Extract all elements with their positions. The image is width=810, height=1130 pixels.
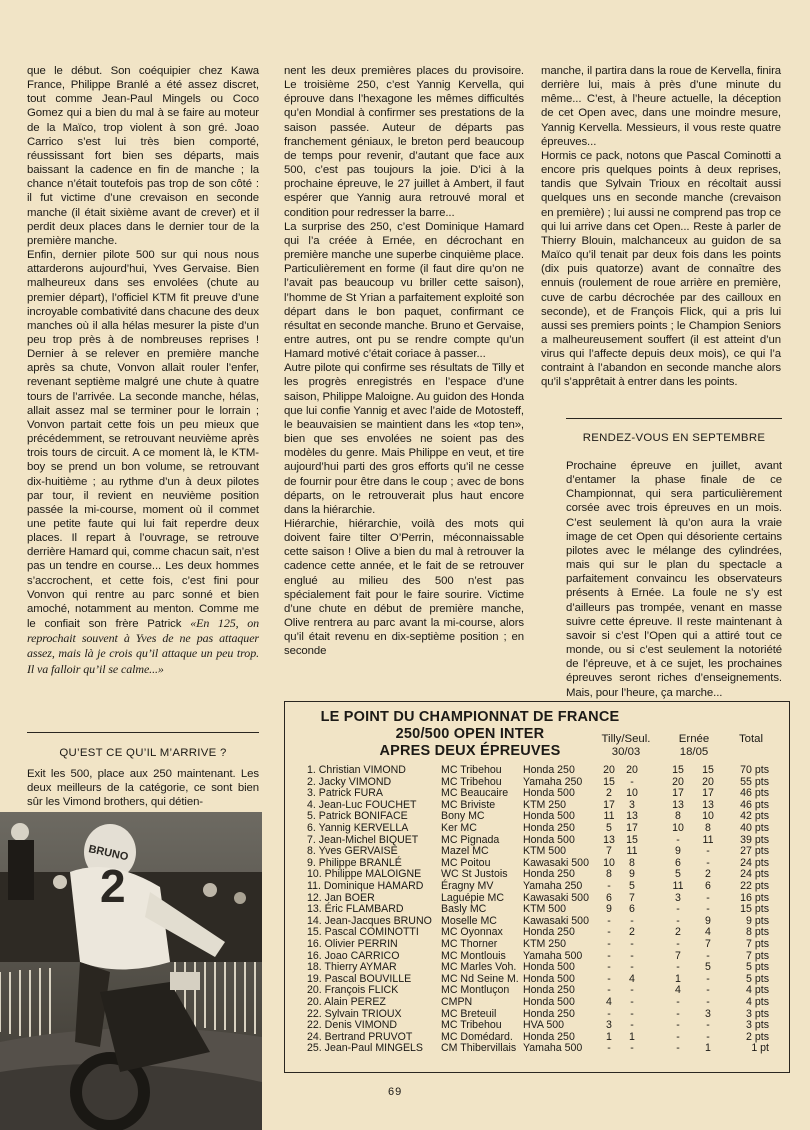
total-points: 42 pts — [740, 810, 769, 823]
club-name: MC Montluçon — [441, 984, 510, 997]
bike-model: Honda 250 — [523, 984, 575, 997]
club-name: MC Domédard. — [441, 1030, 513, 1043]
tilly-race2: - — [630, 996, 634, 1008]
bike-model: Honda 250 — [523, 764, 575, 776]
ernee-race2: - — [706, 949, 710, 962]
rider-name: 7. Jean-Michel BIQUET — [307, 833, 419, 846]
rider-number: 2 — [100, 860, 126, 912]
column-header-ernee-date: 18/05 — [679, 746, 709, 758]
tilly-race1: - — [607, 926, 611, 939]
bike-model: Honda 250 — [523, 1007, 575, 1020]
tilly-race2: - — [630, 1007, 634, 1020]
bike-model: Honda 500 — [523, 787, 575, 800]
section-heading: QU’EST CE QU’IL M’ARRIVE ? — [27, 732, 259, 759]
tilly-race2: 15 — [626, 833, 638, 846]
article-column-2 — [284, 64, 524, 659]
table-row — [285, 997, 789, 1009]
ernee-race1: 5 — [675, 868, 681, 881]
rider-name: 11. Dominique HAMARD — [307, 880, 424, 892]
bike-model: Honda 500 — [523, 810, 575, 823]
ernee-race1: 17 — [672, 787, 684, 800]
club-name: MC Thorner — [441, 938, 498, 950]
ernee-race2: 20 — [702, 775, 714, 788]
rider-name: 20. Alain PEREZ — [307, 996, 386, 1008]
rider-name: 4. Jean-Luc FOUCHET — [307, 798, 417, 811]
rider-name: 6. Yannig KERVELLA — [307, 822, 409, 834]
ernee-race1: - — [676, 903, 680, 916]
table-row — [285, 765, 789, 777]
tilly-race2: 1 — [629, 1030, 635, 1043]
club-name: Moselle MC — [441, 914, 497, 927]
total-points: 46 pts — [740, 798, 769, 811]
tilly-race1: - — [607, 880, 611, 892]
tilly-race1: - — [607, 1042, 611, 1055]
tilly-race2: - — [630, 949, 634, 962]
rider-name: 16. Olivier PERRIN — [307, 938, 398, 950]
paragraph: Prochaine épreuve en juillet, avant d’entamer la phase finale de ce Championnat, qui sera particulièrement corsée avec trois épreuves en un mois. C’est seulement là qu’on aura la vraie image de cet Open qui désoriente certains pilotes avec le mélange des cylindrées, mais qui sur le plan du spectacle a parfaitement convaincu les observateurs présents à Ernée. La foule ne s’y est d’ailleurs pas trompée, venant en masse suivre cette épreuve. Il reste maintenant à savoir si c’est l’Open qui a attiré tout ce monde, ou si c’est seulement la notoriété de l’épreuve, et à ce sujet, les prochaines épreuves seront riches d’enseignements. Mais, pour l’heure, ça marche... — [566, 460, 782, 699]
total-points: 3 pts — [746, 1007, 769, 1020]
bike-model: KTM 250 — [523, 938, 566, 950]
paragraph: que le début. Son coéquipier chez Kawa France, Philippe Branlé a été assez discret, tout comme Jean-Paul Mingels ou Coco Gomez qui a bien du mal à se faire au moteur de la Maïco, trop violent à son gré. Joao Carrico s’est lui très bien comporté, réussissant fort bien ses départs, mais baissant la cadence en fin de manche ; la chance n’était toutefois pas trop de son côté : il fut victime d’une crevaison en seconde manche (il était sixième avant de crever) et il perdit deux places dans le dernier tour de la première manche. — [27, 65, 259, 247]
table-row — [285, 1043, 789, 1055]
total-points: 27 pts — [740, 845, 769, 858]
section-text — [27, 767, 259, 809]
total-points: 39 pts — [740, 833, 769, 846]
club-name: WC St Justois — [441, 868, 508, 881]
total-points: 70 pts — [740, 764, 769, 776]
tilly-race2: 9 — [629, 868, 635, 881]
club-name: MC Tribehou — [441, 1019, 502, 1032]
tilly-race1: 1 — [606, 1030, 612, 1043]
ernee-race1: 10 — [672, 822, 684, 834]
section-text — [566, 459, 782, 700]
club-name: MC Beaucaire — [441, 787, 509, 800]
paragraph — [27, 248, 259, 677]
tilly-race1: 20 — [603, 764, 615, 776]
total-points: 22 pts — [740, 880, 769, 892]
tilly-race1: 2 — [606, 787, 612, 800]
bike-model: Honda 250 — [523, 926, 575, 939]
rider-name: 22. Sylvain TRIOUX — [307, 1007, 402, 1020]
ernee-race2: 1 — [705, 1042, 711, 1055]
rider-name: 22. Denis VIMOND — [307, 1019, 398, 1032]
standings-subtitle: APRES DEUX ÉPREUVES — [379, 743, 561, 759]
tilly-race2: - — [630, 938, 634, 950]
tilly-race2: 13 — [626, 810, 638, 823]
ernee-race1: - — [676, 1019, 680, 1032]
ernee-race2: - — [706, 984, 710, 997]
tilly-race1: - — [607, 914, 611, 927]
ernee-race1: - — [676, 1007, 680, 1020]
table-row — [285, 823, 789, 835]
tilly-race1: 8 — [606, 868, 612, 881]
tilly-race2: 4 — [629, 972, 635, 985]
total-points: 1 pt — [751, 1042, 769, 1055]
ernee-race2: - — [706, 903, 710, 916]
club-name: MC Poitou — [441, 856, 491, 869]
tilly-race2: 17 — [626, 822, 638, 834]
tilly-race2: 5 — [629, 880, 635, 892]
tilly-race1: 10 — [603, 856, 615, 869]
bike-model: Honda 500 — [523, 972, 575, 985]
tilly-race2: 8 — [629, 856, 635, 869]
paragraph: manche, il partira dans la roue de Kervella, finira derrière lui, mais à près d’une minute du même... C’est, à l’heure actuelle, la déception de cet Open avec, dans une moindre mesure, Yannig Kervella. Messieurs, il vous reste quatre épreuves... — [541, 65, 781, 148]
table-row — [285, 881, 789, 893]
club-name: MC Tribehou — [441, 775, 502, 788]
rider-name: 25. Jean-Paul MINGELS — [307, 1042, 423, 1055]
bike-model: KTM 500 — [523, 903, 566, 916]
tilly-race2: - — [630, 914, 634, 927]
rider-name: BRUNO — [87, 843, 130, 864]
bike-model: Kawasaki 500 — [523, 891, 589, 904]
bike-model: Honda 250 — [523, 868, 575, 881]
total-points: 8 pts — [746, 926, 769, 939]
bike-model: HVA 500 — [523, 1019, 565, 1032]
club-name: MC Montlouis — [441, 949, 506, 962]
total-points: 24 pts — [740, 868, 769, 881]
total-points: 5 pts — [746, 972, 769, 985]
club-name: MC Nd Seine M. — [441, 972, 519, 985]
paragraph: Hiérarchie, hiérarchie, voilà des mots qui doivent faire tilter O’Perrin, méconnaissable cette saison ! Olive a bien du mal à retrouver la cadence cette année, et le fait de se retrouver englué au milieu des 500 n’est pas spécialement fait pour le faire sourire. Victime d’une chute en début de première manche, Olive rentrera au parc avant la mi-course, alors qu’il était revenu en dix-septième position ; en seconde — [284, 518, 524, 658]
bike-model: KTM 500 — [523, 845, 566, 858]
ernee-race1: 15 — [672, 764, 684, 776]
ernee-race1: 8 — [675, 810, 681, 823]
ernee-race1: 1 — [675, 972, 681, 985]
total-points: 9 pts — [746, 914, 769, 927]
ernee-race1: 9 — [675, 845, 681, 858]
bike-model: Honda 500 — [523, 833, 575, 846]
quote: «En 125, on reprochait souvent à Yves de ne pas attaquer assez, mais là je crois qu’il attaque un peu trop. Il va falloir qu’il se calme...» — [27, 616, 259, 676]
bike-model: Honda 250 — [523, 1030, 575, 1043]
ernee-race1: 20 — [672, 775, 684, 788]
ernee-race2: 7 — [705, 938, 711, 950]
club-name: Bony MC — [441, 810, 485, 823]
table-row — [285, 939, 789, 951]
total-points: 55 pts — [740, 775, 769, 788]
club-name: MC Tribehou — [441, 764, 502, 776]
total-points: 40 pts — [740, 822, 769, 834]
ernee-race2: - — [706, 856, 710, 869]
tilly-race2: - — [630, 961, 634, 974]
club-name: MC Briviste — [441, 798, 496, 811]
tilly-race1: 11 — [603, 810, 615, 823]
club-name: Mazel MC — [441, 845, 489, 858]
rider-name: 14. Jean-Jacques BRUNO — [307, 914, 432, 927]
tilly-race1: - — [607, 972, 611, 985]
bike-model: Honda 500 — [523, 961, 575, 974]
club-name: Basly MC — [441, 903, 487, 916]
club-name: CMPN — [441, 996, 473, 1008]
ernee-race2: 17 — [702, 787, 714, 800]
rider-name: 9. Philippe BRANLÉ — [307, 856, 402, 869]
ernee-race1: - — [676, 914, 680, 927]
ernee-race2: 8 — [705, 822, 711, 834]
tilly-race1: - — [607, 938, 611, 950]
tilly-race2: 2 — [629, 926, 635, 939]
column-header-tilly: Tilly/Seul. — [601, 733, 651, 745]
bike-model: KTM 250 — [523, 798, 566, 811]
tilly-race1: 5 — [606, 822, 612, 834]
club-name: Laguépie MC — [441, 891, 505, 904]
club-name: CM Thibervillais — [441, 1042, 517, 1055]
tilly-race2: 20 — [626, 764, 638, 776]
article-column-3 — [541, 64, 781, 390]
tilly-race1: 6 — [606, 891, 612, 904]
total-points: 46 pts — [740, 787, 769, 800]
tilly-race2: 10 — [626, 787, 638, 800]
tilly-race2: - — [630, 984, 634, 997]
ernee-race1: 3 — [675, 891, 681, 904]
standings-subtitle: 250/500 OPEN INTER — [395, 726, 545, 742]
ernee-race2: 5 — [705, 961, 711, 974]
page-number: 69 — [388, 1086, 403, 1098]
ernee-race2: - — [706, 996, 710, 1008]
total-points: 2 pts — [746, 1030, 769, 1043]
tilly-race1: 13 — [603, 833, 615, 846]
total-points: 7 pts — [746, 949, 769, 962]
club-name: MC Breteuil — [441, 1007, 497, 1020]
total-points: 15 pts — [740, 903, 769, 916]
paragraph: Exit les 500, place aux 250 maintenant. Les deux meilleurs de la catégorie, ce sont bien sûr les Vimond brothers, qui détien- — [27, 768, 259, 809]
ernee-race2: - — [706, 972, 710, 985]
total-points: 16 pts — [740, 891, 769, 904]
paragraph: nent les deux premières places du provisoire. Le troisième 250, c’est Yannig Kervella, qui éprouve dans l’hexagone les mêmes difficultés qu’en Mondial à confirmer ses prestations de la saison passée. Auteur de départs pas franchement géniaux, le breton perd beaucoup de temps pour revenir, d’autant que face aux 500, c’est pas toujours la joie. D’ici à la prochaine épreuve, le 27 juillet à Ambert, il faut espérer que Yannig aura retrouvé moral et condition pour redresser la barre... — [284, 65, 524, 219]
paragraph: Autre pilote qui confirme ses résultats de Tilly et les progrès enregistrés en l’espace d’une saison, Philippe Maloigne. Au guidon des Honda que lui confie Yannig et avec l’aide de Motosteff, le beauvaisien se maintient dans les «top ten», bien que ses envolées ne soient pas des modèles du genre. Mais Philippe en veut, et tire aujourd’hui parti des gros efforts qu’il ne cesse de fournir pour être dans le coup ; avec de bons départs, on le retrouverait plus haut encore dans la hiérarchie. — [284, 362, 524, 516]
tilly-race2: 11 — [626, 845, 638, 858]
bike-model: Yamaha 250 — [523, 775, 583, 788]
rider-name: 19. Pascal BOUVILLE — [307, 972, 412, 985]
ernee-race2: 2 — [705, 868, 711, 881]
rider-name: 24. Bertrand PRUVOT — [307, 1030, 413, 1043]
rider-name: 13. Éric FLAMBARD — [307, 903, 404, 916]
rider-name: 15. Pascal COMINOTTI — [307, 926, 419, 939]
tilly-race1: 17 — [603, 798, 615, 811]
ernee-race1: - — [676, 833, 680, 846]
club-name: MC Oyonnax — [441, 926, 503, 939]
total-points: 4 pts — [746, 996, 769, 1008]
rider-name: 1. Christian VIMOND — [307, 764, 406, 776]
total-points: 7 pts — [746, 938, 769, 950]
rider-name: 2. Jacky VIMOND — [307, 775, 392, 788]
ernee-race1: - — [676, 1030, 680, 1043]
ernee-race1: 7 — [675, 949, 681, 962]
bike-model: Kawasaki 500 — [523, 856, 589, 869]
ernee-race1: - — [676, 938, 680, 950]
bike-model: Yamaha 500 — [523, 949, 583, 962]
bike-model: Kawasaki 500 — [523, 914, 589, 927]
column-header-tilly-date: 30/03 — [611, 746, 641, 758]
section-heading: RENDEZ-VOUS EN SEPTEMBRE — [566, 418, 782, 444]
tilly-race1: - — [607, 1007, 611, 1020]
tilly-race1: - — [607, 984, 611, 997]
ernee-race1: 2 — [675, 926, 681, 939]
ernee-race1: 13 — [672, 798, 684, 811]
tilly-race1: 3 — [606, 1019, 612, 1032]
tilly-race1: 15 — [603, 775, 615, 788]
ernee-race2: - — [706, 1030, 710, 1043]
ernee-race2: 9 — [705, 914, 711, 927]
rider-name: 16. Joao CARRICO — [307, 949, 400, 962]
bike-model: Yamaha 250 — [523, 880, 583, 892]
bike-model: Yamaha 500 — [523, 1042, 583, 1055]
ernee-race1: 6 — [675, 856, 681, 869]
club-name: MC Pignada — [441, 833, 500, 846]
tilly-race2: 6 — [629, 903, 635, 916]
ernee-race2: 11 — [702, 833, 714, 846]
tilly-race2: - — [630, 775, 634, 788]
ernee-race2: 3 — [705, 1007, 711, 1020]
rider-name: 3. Patrick FURA — [307, 787, 383, 800]
tilly-race2: 7 — [629, 891, 635, 904]
ernee-race1: 11 — [672, 880, 684, 892]
club-name: MC Marles Voh. — [441, 961, 517, 974]
club-name: Ker MC — [441, 822, 477, 834]
column-header-ernee: Ernée — [678, 733, 710, 745]
total-points: 5 pts — [746, 961, 769, 974]
motocross-photo — [0, 812, 262, 1130]
ernee-race2: - — [706, 891, 710, 904]
ernee-race2: 6 — [705, 880, 711, 892]
paragraph-text: Enfin, dernier pilote 500 sur qui nous nous attarderons aujourd’hui, Yves Gervaise. Bien malheureux dans ses envolées (chute au premier départ), l’officiel KTM fit preuve d’une incroyable combativité dans chacune des deux manches où il alla hélas mesurer la piste d’un peu trop près à de nombreuses reprises ! Dernier à se relever en première manche après sa chute, Vonvon allait rouler l’enfer, revenant septième malgré une chute à quatre tours de l’arrivée. La seconde manche, hélas, allait assez mal se terminer pour le lorrain ; Vonvon partait cette fois un peu mieux que précédemment, se retrouvant neuvième après trois tours de circuit. A ce moment là, le KTM-boy se prend un bon volume, se retrouvant dix-huitième ; au rythme d’un à deux pilotes par tour, il revient en neuvième position passée la mi-course, moment où il commet une petite faute qui lui fait reperdre deux places. Il repart à l’ouvrage, se retrouve derrière Hamard qui, comme chacun sait, n’est pas un tendre en course... Les deux hommes s’accrochent, et cette fois, c’est fini pour Vonvon qui rentre au parc sonné et bien amoché, notamment au menton. Comme me le confiait son frère Patrick — [27, 249, 259, 631]
ernee-race2: - — [706, 845, 710, 858]
tilly-race2: - — [630, 1019, 634, 1032]
rider-name: 18. Thierry AYMAR — [307, 961, 397, 974]
ernee-race2: 13 — [702, 798, 714, 811]
ernee-race2: 10 — [702, 810, 714, 823]
ernee-race1: 4 — [675, 984, 681, 997]
rider-name: 8. Yves GERVAISE — [307, 845, 398, 858]
club-name: Éragny MV — [441, 880, 494, 892]
ernee-race1: - — [676, 1042, 680, 1055]
ernee-race1: - — [676, 996, 680, 1008]
article-column-1 — [27, 64, 259, 677]
tilly-race2: - — [630, 1042, 634, 1055]
bike-model: Honda 250 — [523, 822, 575, 834]
column-header-total: Total — [738, 733, 764, 745]
paragraph: Hormis ce pack, notons que Pascal Cominotti a encore pris quelques points à deux reprises, tandis que Sylvain Trioux en récoltait aussi quelques uns en seconde manche (crevaison en première) ; lui aussi ne comprend pas trop ce qui lui arrive dans cet Open... Reste à parler de Thierry Blouin, malchanceux au guidon de sa Maïco qu’il tenait par deux fois dans les points (dix puis quatorze) avant de connaître des ennuis (roulement de roue arrière en première, cuve de carbu décrochée par des cailloux en seconde), et de François Flick, qui a pris lui aussi ses premiers points ; le Champion Seniors a malheureusement souffert (il est atteint d’un virus qui l’affecte depuis deux mois), ce qui l’a contraint à l’abandon en seconde manche alors qu’il s’apprêtait à entrer dans les points. — [541, 149, 781, 389]
ernee-race2: 4 — [705, 926, 711, 939]
tilly-race1: 4 — [606, 996, 612, 1008]
tilly-race1: 7 — [606, 845, 612, 858]
total-points: 4 pts — [746, 984, 769, 997]
rider-name: 10. Philippe MALOIGNE — [307, 868, 422, 881]
standings-box — [284, 701, 790, 1073]
tilly-race1: - — [607, 949, 611, 962]
tilly-race1: - — [607, 961, 611, 974]
tilly-race1: 9 — [606, 903, 612, 916]
bike-model: Honda 500 — [523, 996, 575, 1008]
rider-name: 20. François FLICK — [307, 984, 399, 997]
rider-image — [0, 812, 262, 1130]
ernee-race1: - — [676, 961, 680, 974]
total-points: 24 pts — [740, 856, 769, 869]
tilly-race2: 3 — [629, 798, 635, 811]
rider-name: 12. Jan BOER — [307, 891, 375, 904]
total-points: 3 pts — [746, 1019, 769, 1032]
paragraph: La surprise des 250, c’est Dominique Hamard qui l’a créée à Ernée, en décrochant en première manche une superbe cinquième place. Particulièrement en forme (il faut dire qu’on ne l’avait pas beaucoup vu briller cette saison), l’homme de St Yrian a parfaitement exploité son départ dans le bon paquet, confirmant ce résultat en seconde manche. Bruno et Gervaise, entre autres, ont pu se rendre compte qu’un Hamard motivé c’était coriace à passer... — [284, 220, 524, 361]
standings-title: LE POINT DU CHAMPIONNAT DE FRANCE — [320, 709, 620, 725]
rider-name: 5. Patrick BONIFACE — [307, 810, 408, 823]
ernee-race2: - — [706, 1019, 710, 1032]
ernee-race2: 15 — [702, 764, 714, 776]
